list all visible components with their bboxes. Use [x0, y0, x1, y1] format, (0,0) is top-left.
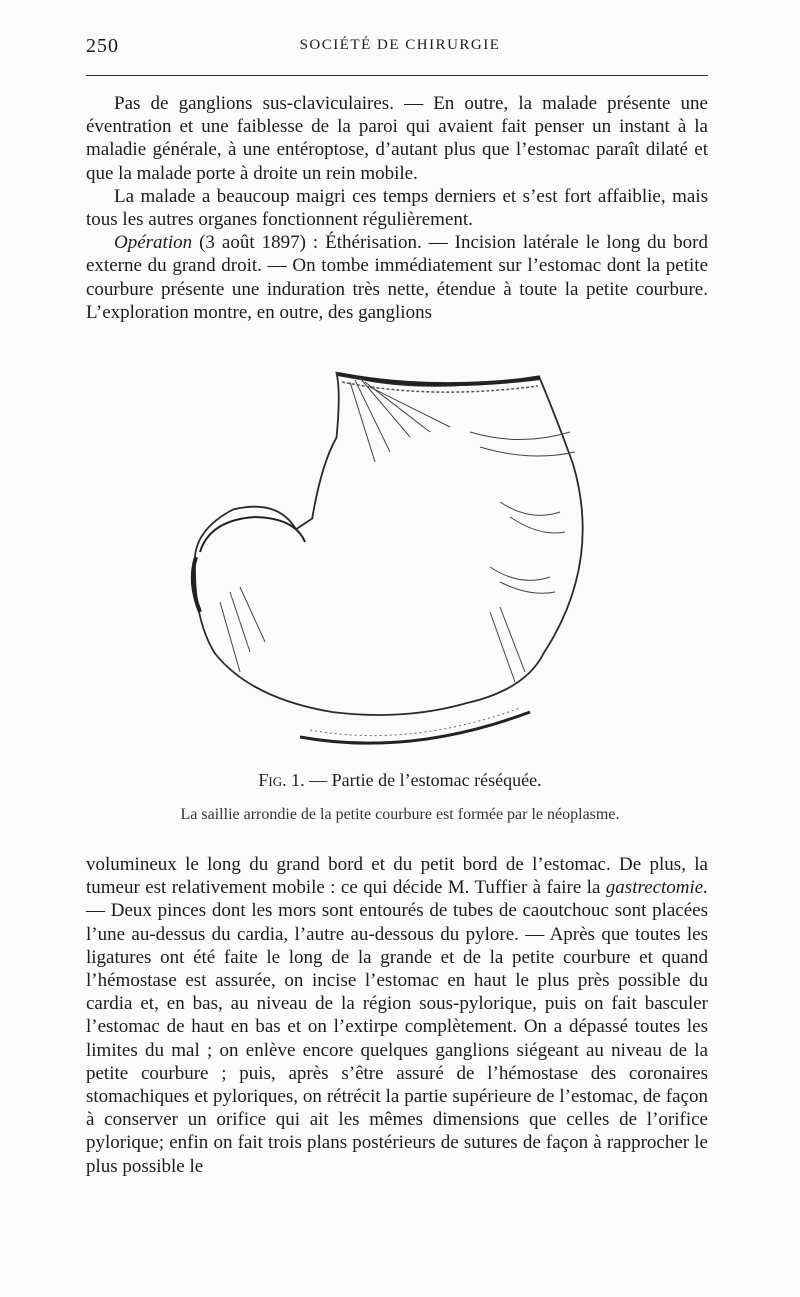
- lesser-curvature-protrusion: [200, 517, 305, 552]
- gastrectomy-term: gastrectomie.: [605, 877, 708, 899]
- stomach-illustration: [170, 352, 600, 762]
- paragraph-3-text: (3 août 1897) : Éthérisation. — Incision latérale le long du bord externe du grand droit. — On tombe immédiatement sur l’estomac dont la petite courbure présente une induration très nette, étendue à toute la petite courbure. L’exploration montre, en outre, des ganglions: [86, 232, 708, 323]
- paragraph-4: [86, 853, 708, 1178]
- lower-rim: [300, 712, 530, 743]
- header-rule: [86, 75, 708, 76]
- page-number: 250: [86, 35, 119, 57]
- operation-heading: Opération: [114, 232, 193, 254]
- figure-caption: [0, 770, 800, 791]
- text-block-bottom: [86, 853, 708, 1178]
- paragraph-4-rest: — Deux pinces dont les mors sont entourés de tubes de caoutchouc sont placées l’une au-dessus du cardia, l’autre au-dessous du pylore. — Après que toutes les ligatures ont été faite le long de la grande et de la petite courbure et quand l’hémostase est assurée, on incise l’estomac en haut le plus près possible du cardia et, en bas, au niveau de la région sous-pylorique, puis on fait basculer l’estomac de haut en bas et on l’extirpe complètement. On a dépassé toutes les limites du mal ; on enlève encore quelques ganglions siégeant au niveau de la petite courbure ; puis, après s’être assuré de l’hémostase des coronaires stomachiques et pyloriques, on rétrécit la partie supérieure de l’estomac, de façon à conserver un orifice qui ait les mêmes dimensions que celles de l’orifice pylorique; enfin on fait trois plans postérieurs de sutures de façon à rapprocher le plus possible le: [86, 900, 708, 1177]
- paragraph-3: [86, 231, 708, 324]
- paragraph-2: La malade a beaucoup maigri ces temps derniers et s’est fort affaiblie, mais tous les autres organes fonctionnent régulièrement.: [86, 185, 708, 231]
- paragraph-1: Pas de ganglions sus-claviculaires. — En outre, la malade présente une éventration et une faiblesse de la paroi qui avaient fait penser un instant à la maladie générale, à une entéroptose, d’autant plus que l’estomac paraît dilaté et que la malade porte à droite un rein mobile.: [86, 93, 708, 184]
- paragraph-4-start: volumineux le long du grand bord et du petit bord de l’estomac. De plus, la tumeur est relativement mobile : ce qui décide M. Tuffier à faire la: [86, 854, 708, 899]
- upper-rim: [338, 374, 540, 384]
- figure-label: Fig. 1.: [258, 770, 305, 790]
- stomach-outline: [195, 373, 583, 715]
- figure-subcaption: La saillie arrondie de la petite courbure est formée par le néoplasme.: [180, 806, 620, 823]
- text-block-top: [86, 92, 708, 324]
- figure-title: — Partie de l’estomac réséquée.: [304, 770, 542, 790]
- running-head: SOCIÉTÉ DE CHIRURGIE: [299, 37, 501, 53]
